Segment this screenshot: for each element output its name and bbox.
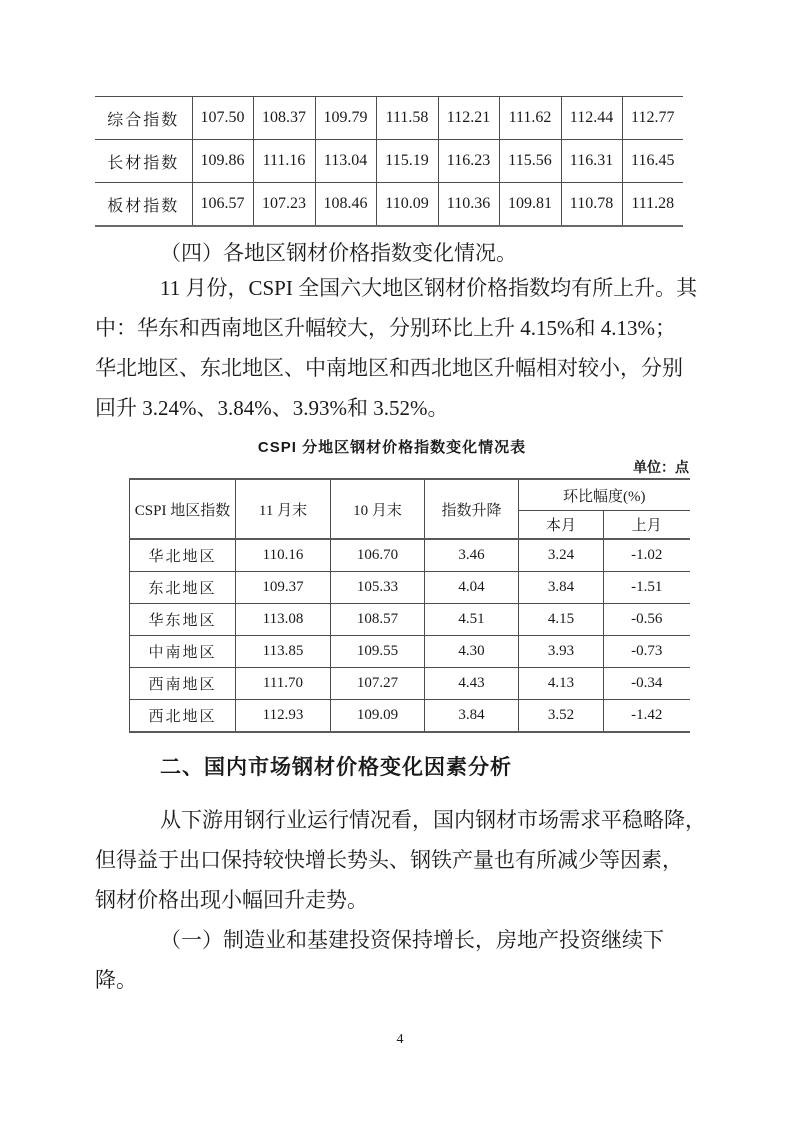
index-value-cell: 108.46 [315,183,376,227]
oct-value-cell: 106.70 [331,539,425,572]
index-value-cell: 106.57 [192,183,253,227]
last-month-cell: -0.34 [604,668,690,700]
paragraph-line: 中：华东和西南地区升幅较大，分别环比上升 4.15%和 4.13%； [95,316,676,340]
this-month-cell: 4.15 [519,604,604,636]
index-value-cell: 116.23 [438,140,499,183]
paragraph-line: 从下游用钢行业运行情况看，国内钢材市场需求平稳略降， [160,808,706,832]
header-region-index: CSPI 地区指数 [130,479,236,539]
section2-heading: 二、国内市场钢材价格变化因素分析 [160,756,512,779]
paragraph-line: 降。 [95,968,137,992]
last-month-cell: -1.42 [604,700,690,733]
index-value-cell: 111.28 [622,183,683,227]
this-month-cell: 3.24 [519,539,604,572]
index-value-cell: 110.36 [438,183,499,227]
oct-value-cell: 108.57 [331,604,425,636]
regional-table-row [130,572,690,604]
index-value-cell: 108.37 [253,97,315,140]
header-oct-end: 10 月末 [331,479,425,539]
regional-cspi-table [129,478,690,733]
regional-table-row [130,604,690,636]
index-value-cell: 110.78 [561,183,622,227]
subsection1-paragraph [95,920,713,1000]
paragraph-line: 华北地区、东北地区、中南地区和西北地区升幅相对较小，分别 [95,356,683,380]
regional-table-row [130,539,690,572]
index-value-cell: 115.19 [376,140,438,183]
last-month-cell: -0.73 [604,636,690,668]
last-month-cell: -0.56 [604,604,690,636]
region-name-cell: 西南地区 [130,668,236,700]
region-name-cell: 西北地区 [130,700,236,733]
nov-value-cell: 109.37 [236,572,331,604]
paragraph-line: 但得益于出口保持较快增长势头、钢铁产量也有所减少等因素， [95,848,683,872]
paragraph-line: 11 月份，CSPI 全国六大地区钢材价格指数均有所上升。其 [160,276,698,300]
index-value-cell: 112.44 [561,97,622,140]
oct-value-cell: 105.33 [331,572,425,604]
region-name-cell: 东北地区 [130,572,236,604]
this-month-cell: 3.52 [519,700,604,733]
index-value-cell: 112.77 [622,97,683,140]
page-number: 4 [396,1032,404,1047]
change-value-cell: 3.84 [425,700,519,733]
header-index-change: 指数升降 [425,479,519,539]
index-value-cell: 113.04 [315,140,376,183]
change-value-cell: 4.51 [425,604,519,636]
this-month-cell: 3.84 [519,572,604,604]
nov-value-cell: 110.16 [236,539,331,572]
regional-table-row [130,668,690,700]
regional-table-unit-label: 单位：点 [633,459,689,475]
index-value-cell: 111.62 [499,97,561,140]
index-value-cell: 116.31 [561,140,622,183]
steel-price-index-table [95,96,683,227]
change-value-cell: 3.46 [425,539,519,572]
regional-table-title: CSPI 分地区钢材价格指数变化情况表 [257,439,527,456]
section4-heading: （四）各地区钢材价格指数变化情况。 [160,241,517,265]
index-label-cell: 综合指数 [95,97,192,140]
paragraph-line: （一）制造业和基建投资保持增长，房地产投资继续下 [160,928,664,952]
nov-value-cell: 113.85 [236,636,331,668]
change-value-cell: 4.04 [425,572,519,604]
region-name-cell: 华东地区 [130,604,236,636]
index-value-cell: 107.50 [192,97,253,140]
section4-paragraph [95,268,713,428]
header-last-month: 上月 [604,511,690,540]
index-value-cell: 111.58 [376,97,438,140]
index-table-row [95,97,683,140]
paragraph-line: 回升 3.24%、3.84%、3.93%和 3.52%。 [95,396,449,420]
nov-value-cell: 111.70 [236,668,331,700]
index-value-cell: 111.16 [253,140,315,183]
change-value-cell: 4.43 [425,668,519,700]
index-value-cell: 109.81 [499,183,561,227]
header-nov-end: 11 月末 [236,479,331,539]
last-month-cell: -1.02 [604,539,690,572]
last-month-cell: -1.51 [604,572,690,604]
regional-table-row [130,700,690,733]
index-value-cell: 110.09 [376,183,438,227]
nov-value-cell: 113.08 [236,604,331,636]
section2-paragraph [95,800,713,920]
index-value-cell: 116.45 [622,140,683,183]
region-name-cell: 中南地区 [130,636,236,668]
index-value-cell: 107.23 [253,183,315,227]
regional-table-row [130,636,690,668]
oct-value-cell: 109.55 [331,636,425,668]
index-label-cell: 长材指数 [95,140,192,183]
oct-value-cell: 107.27 [331,668,425,700]
regional-table-header-row [130,479,690,511]
header-this-month: 本月 [519,511,604,540]
region-name-cell: 华北地区 [130,539,236,572]
index-value-cell: 109.79 [315,97,376,140]
header-mom-change-group: 环比幅度(%) [519,479,690,511]
index-table-row [95,140,683,183]
index-value-cell: 112.21 [438,97,499,140]
index-label-cell: 板材指数 [95,183,192,227]
change-value-cell: 4.30 [425,636,519,668]
oct-value-cell: 109.09 [331,700,425,733]
paragraph-line: 钢材价格出现小幅回升走势。 [95,888,368,912]
index-table-row [95,183,683,227]
this-month-cell: 3.93 [519,636,604,668]
index-value-cell: 115.56 [499,140,561,183]
this-month-cell: 4.13 [519,668,604,700]
nov-value-cell: 112.93 [236,700,331,733]
index-value-cell: 109.86 [192,140,253,183]
